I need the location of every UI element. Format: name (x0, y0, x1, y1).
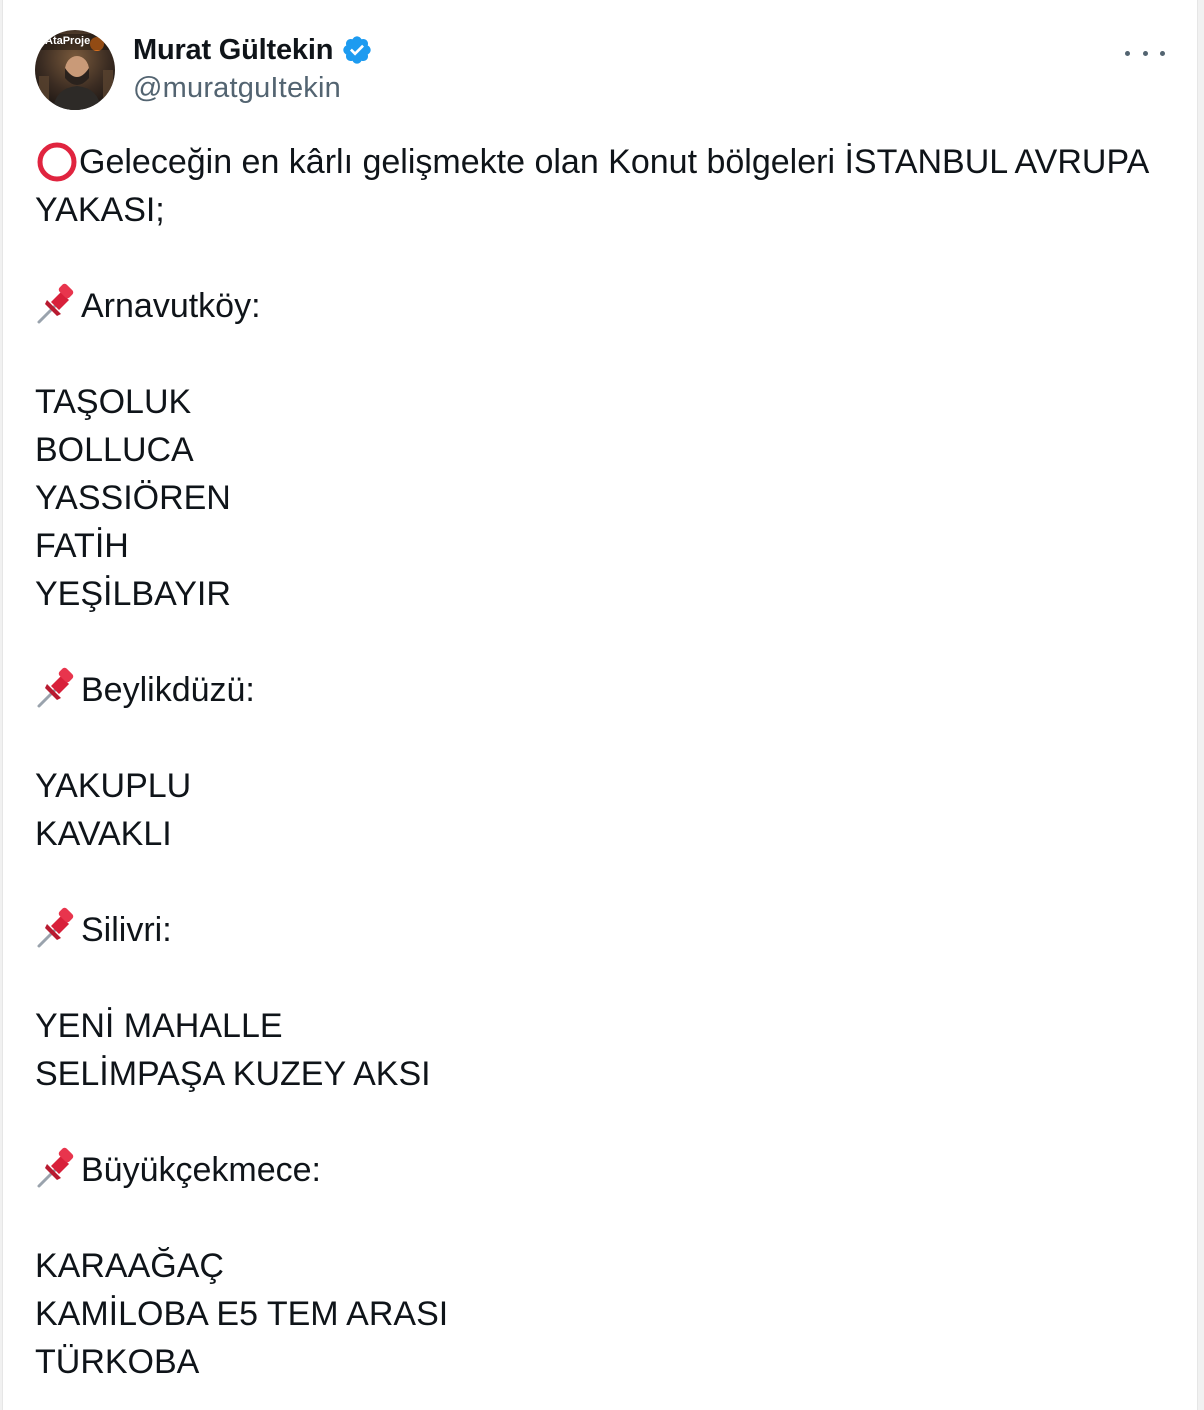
section-heading-label: Arnavutköy: (81, 287, 261, 325)
blank-line (35, 1098, 1175, 1146)
blank-line (35, 234, 1175, 282)
avatar-logo-text: AtaProje (45, 35, 91, 47)
pushpin-icon (35, 282, 79, 326)
intro-text-line2: YAKASI; (35, 191, 165, 229)
district-item: KARAAĞAÇ (35, 1247, 224, 1285)
blank-line (35, 858, 1175, 906)
district-item: KAMİLOBA E5 TEM ARASI (35, 1295, 449, 1333)
tweet-text (35, 138, 1175, 1386)
blank-line (35, 714, 1175, 762)
tweet-header (33, 30, 1173, 110)
sections-container (35, 234, 1175, 1386)
author-handle[interactable]: @muratguItekin (133, 72, 341, 104)
author-name-row[interactable] (133, 30, 373, 70)
intro-text-line1: Geleceğin en kârlı gelişmekte olan Konut bölgeleri İSTANBUL AVRUPA (79, 143, 1150, 181)
blank-line (35, 1194, 1175, 1242)
district-item: TÜRKOBA (35, 1343, 200, 1381)
blank-line (35, 330, 1175, 378)
display-name[interactable]: Murat Gültekin (133, 33, 334, 66)
section-heading (35, 906, 1175, 954)
district-item: SELİMPAŞA KUZEY AKSI (35, 1055, 431, 1093)
more-options-icon[interactable] (1125, 38, 1165, 68)
section-heading-label: Silivri: (81, 911, 172, 949)
pushpin-icon (35, 1146, 79, 1190)
dot-icon (1125, 51, 1130, 56)
district-item: KAVAKLI (35, 815, 172, 853)
district-item: YEŞİLBAYIR (35, 575, 231, 613)
red-circle-icon (35, 138, 79, 182)
dot-icon (1143, 51, 1148, 56)
district-item: FATİH (35, 527, 129, 565)
pushpin-icon (35, 906, 79, 950)
avatar[interactable] (35, 30, 115, 110)
section-heading (35, 666, 1175, 714)
intro-line (35, 138, 1175, 186)
district-item: BOLLUCA (35, 431, 194, 469)
section-heading-label: Büyükçekmece: (81, 1151, 321, 1189)
district-item: YAKUPLU (35, 767, 192, 805)
section-heading (35, 1146, 1175, 1194)
blank-line (35, 954, 1175, 1002)
section-heading-label: Beylikdüzü: (81, 671, 255, 709)
section-heading (35, 282, 1175, 330)
pushpin-icon (35, 666, 79, 710)
district-item: TAŞOLUK (35, 383, 192, 421)
district-item: YASSIÖREN (35, 479, 231, 517)
tweet-card (2, 0, 1198, 1410)
dot-icon (1160, 51, 1165, 56)
verified-badge-icon (341, 34, 373, 66)
blank-line (35, 618, 1175, 666)
district-item: YENİ MAHALLE (35, 1007, 283, 1045)
